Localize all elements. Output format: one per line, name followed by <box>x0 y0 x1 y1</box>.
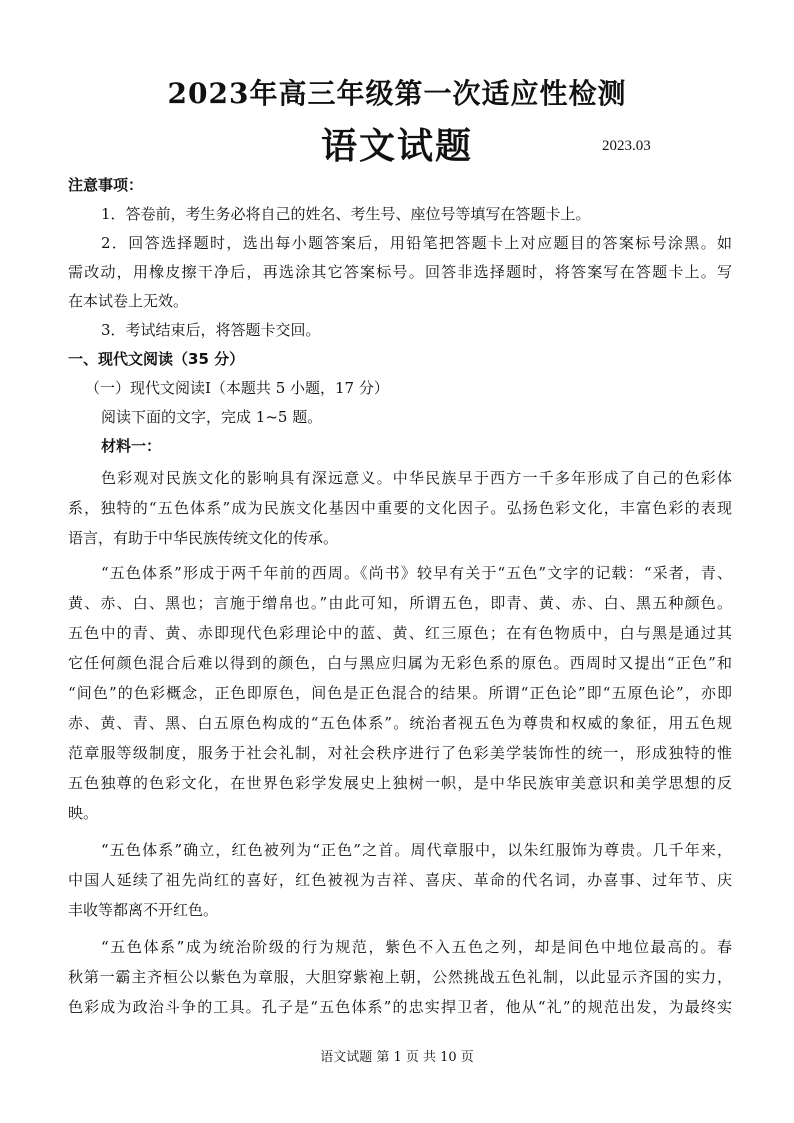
notice-heading: 注意事项： <box>68 176 144 194</box>
notice-item: 1．答卷前，考生务必将自己的姓名、考生号、座位号等填写在答题卡上。 <box>101 205 591 223</box>
notice-item: 3．考试结束后，将答题卡交回。 <box>101 321 321 339</box>
passage-line: 五色中的青、黄、赤即现代色彩理论中的蓝、黄、红三原色；在有色物质中，白与黑是通过其 <box>68 624 732 642</box>
notice-item: 2．回答选择题时，选出每小题答案后，用铅笔把答题卡上对应题目的答案标号涂黑。如 <box>101 234 732 252</box>
notice-item: 需改动，用橡皮擦干净后，再选涂其它答案标号。回答非选择题时，将答案写在答题卡上。写 <box>68 263 732 281</box>
passage-line: “间色”的色彩概念，正色即原色，间色是正色混合的结果。所谓“正色论”即“五原色论”，亦即 <box>68 684 732 702</box>
section-heading: 一、现代文阅读（35 分） <box>68 350 245 368</box>
passage-line: 秋第一霸主齐桓公以紫色为章服，大胆穿紫袍上朝，公然挑战五色礼制，以此显示齐国的实力， <box>68 968 732 986</box>
page-footer: 语文试题 第 1 页 共 10 页 <box>320 1050 474 1065</box>
passage-line: 色彩观对民族文化的影响具有深远意义。中华民族早于西方一千多年形成了自己的色彩体 <box>101 469 732 487</box>
passage-line: 黄、赤、白、黑也；言施于缯帛也。”由此可知，所谓五色，即青、黄、赤、白、黑五种颜色。 <box>68 594 732 612</box>
notice-item: 在本试卷上无效。 <box>68 292 189 310</box>
passage-line: 五色独尊的色彩文化，在世界色彩学发展史上独树一帜，是中华民族审美意识和美学思想的反 <box>68 774 732 792</box>
passage-line: 范章服等级制度，服务于社会礼制，对社会秩序进行了色彩美学装饰性的统一，形成独特的惟 <box>68 744 732 762</box>
subject-title: 语文试题 <box>320 125 473 167</box>
passage-line: 语言，有助于中华民族传统文化的传承。 <box>68 529 339 547</box>
passage-line: “五色体系”确立，红色被列为“正色”之首。周代章服中，以朱红服饰为尊贵。几千年来， <box>101 841 732 859</box>
passage-line: 系，独特的“五色体系”成为民族文化基因中重要的文化因子。弘扬色彩文化，丰富色彩的表现 <box>68 499 732 517</box>
section-subheading: （一）现代文阅读Ⅰ（本题共 5 小题，17 分） <box>85 379 389 397</box>
passage-line: 它任何颜色混合后难以得到的颜色，白与黑应归属为无彩色系的原色。西周时又提出“正色”和 <box>68 654 732 672</box>
exam-date: 2023.03 <box>602 138 651 154</box>
passage-line: 中国人延续了祖先尚红的喜好，红色被视为吉祥、喜庆、革命的代名词，办喜事、过年节、庆 <box>68 871 732 889</box>
passage-line: “五色体系”成为统治阶级的行为规范，紫色不入五色之列，却是间色中地位最高的。春 <box>101 938 732 956</box>
exam-title: 2023年高三年级第一次适应性检测 <box>167 77 627 110</box>
material-label: 材料一： <box>101 437 162 455</box>
passage-line: 映。 <box>68 804 99 822</box>
passage-line: 丰收等都离不开红色。 <box>68 901 219 919</box>
passage-line: 赤、黄、青、黑、白五原色构成的“五色体系”。统治者视五色为尊贵和权威的象征，用五色规 <box>68 714 732 732</box>
passage-line: 色彩成为政治斗争的工具。孔子是“五色体系”的忠实捍卫者，他从“礼”的规范出发，为最终实 <box>68 998 732 1016</box>
passage-line: “五色体系”形成于两千年前的西周。《尚书》较早有关于“五色”文字的记载：“采者，青、 <box>101 564 732 582</box>
section-instruction: 阅读下面的文字，完成 1~5 题。 <box>101 408 323 426</box>
